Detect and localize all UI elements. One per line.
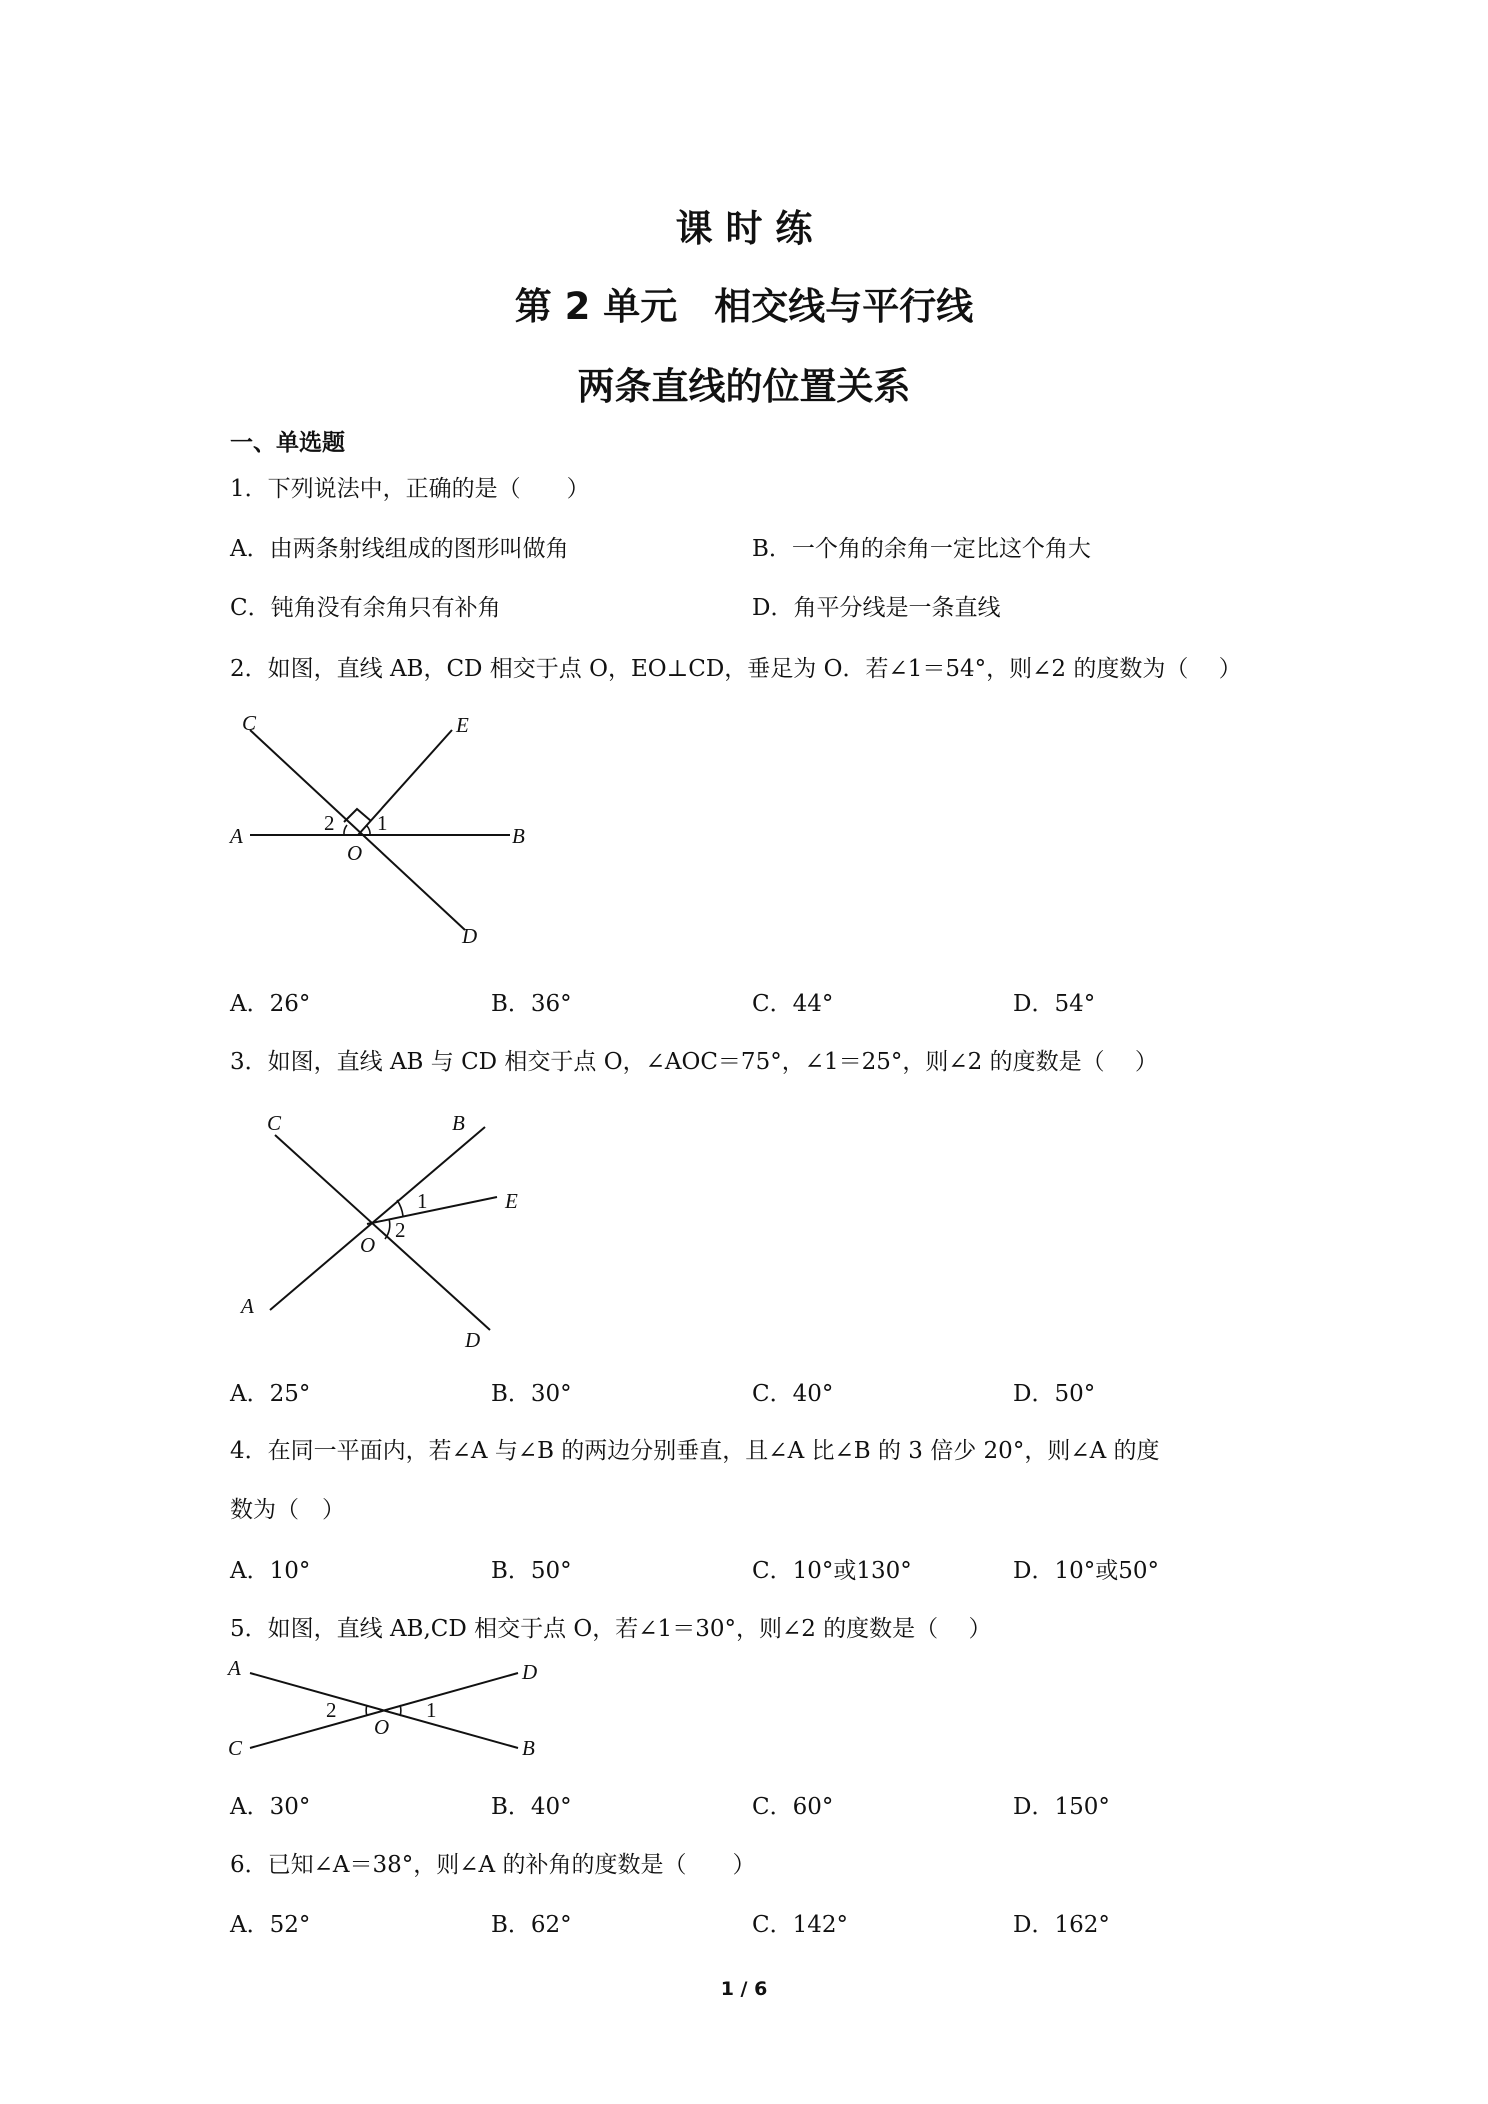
q2-option-c: C．44°: [752, 991, 834, 1017]
q3-angle-2: 2: [395, 1218, 406, 1242]
q2-option-a: A．26°: [230, 991, 311, 1017]
q2-figure: [220, 700, 550, 955]
q3-label-c: C: [267, 1111, 282, 1135]
q4-option-a: A．10°: [230, 1558, 311, 1584]
q3-angle-1: 1: [417, 1189, 428, 1213]
page-number: 1 / 6: [720, 1978, 768, 2000]
q5-angle-2: 2: [326, 1698, 337, 1722]
q4-option-b: B．50°: [491, 1558, 572, 1584]
q2-option-d: D．54°: [1013, 991, 1096, 1017]
q5-label-o: O: [374, 1715, 390, 1739]
q3-option-a: A．25°: [230, 1381, 311, 1407]
q2-label-o: O: [347, 841, 363, 865]
question-4-cont: 数为（ ）: [230, 1497, 345, 1523]
q5-figure: [220, 1655, 560, 1765]
q5-option-d: D．150°: [1013, 1794, 1110, 1820]
q5-label-b: B: [522, 1736, 535, 1760]
lesson-title: 两条直线的位置关系: [577, 365, 911, 408]
q3-label-a: A: [241, 1294, 254, 1318]
q5-label-a: A: [228, 1656, 241, 1680]
q4-option-c: C．10°或130°: [752, 1558, 912, 1584]
q5-angle-1: 1: [426, 1698, 437, 1722]
section-heading: 一、单选题: [230, 430, 345, 456]
q1-option-d: D．角平分线是一条直线: [752, 595, 1001, 621]
q6-option-c: C．142°: [752, 1912, 848, 1938]
q5-label-d: D: [522, 1660, 538, 1684]
q3-option-c: C．40°: [752, 1381, 834, 1407]
question-2: 2．如图，直线 AB，CD 相交于点 O，EO⊥CD，垂足为 O．若∠1＝54°，则∠2 的度数为（ ）: [230, 656, 1242, 682]
q2-label-a: A: [230, 824, 243, 848]
q2-angle-2: 2: [324, 811, 335, 835]
q2-label-e: E: [456, 713, 469, 737]
question-1: 1．下列说法中，正确的是（ ）: [230, 476, 590, 502]
q6-option-b: B．62°: [491, 1912, 572, 1938]
q3-label-b: B: [452, 1111, 465, 1135]
q3-label-e: E: [505, 1189, 518, 1213]
q3-figure: [225, 1105, 545, 1355]
q6-option-d: D．162°: [1013, 1912, 1110, 1938]
q1-option-c: C．钝角没有余角只有补角: [230, 595, 501, 621]
q4-option-d: D．10°或50°: [1013, 1558, 1159, 1584]
page-title: 课 时 练: [675, 207, 813, 250]
q2-label-d: D: [462, 924, 478, 948]
q3-option-b: B．30°: [491, 1381, 572, 1407]
unit-title: 第 2 单元 相交线与平行线: [514, 285, 974, 328]
q2-label-c: C: [242, 711, 257, 735]
q3-label-o: O: [360, 1233, 376, 1257]
q2-angle-1: 1: [377, 811, 388, 835]
q3-option-d: D．50°: [1013, 1381, 1096, 1407]
q2-option-b: B．36°: [491, 991, 572, 1017]
question-6: 6．已知∠A＝38°，则∠A 的补角的度数是（ ）: [230, 1852, 756, 1878]
q5-option-b: B．40°: [491, 1794, 572, 1820]
q1-option-b: B．一个角的余角一定比这个角大: [752, 536, 1091, 562]
q3-label-d: D: [465, 1328, 481, 1352]
question-5: 5．如图，直线 AB,CD 相交于点 O，若∠1＝30°，则∠2 的度数是（ ）: [230, 1616, 992, 1642]
q5-option-a: A．30°: [230, 1794, 311, 1820]
question-3: 3．如图，直线 AB 与 CD 相交于点 O，∠AOC＝75°，∠1＝25°，则∠2 的度数是（ ）: [230, 1049, 1158, 1075]
q6-option-a: A．52°: [230, 1912, 311, 1938]
q1-option-a: A．由两条射线组成的图形叫做角: [230, 536, 569, 562]
question-4: 4．在同一平面内，若∠A 与∠B 的两边分别垂直，且∠A 比∠B 的 3 倍少 20°，则∠A 的度: [230, 1438, 1160, 1464]
q2-label-b: B: [512, 824, 525, 848]
q5-label-c: C: [228, 1736, 243, 1760]
q5-option-c: C．60°: [752, 1794, 834, 1820]
